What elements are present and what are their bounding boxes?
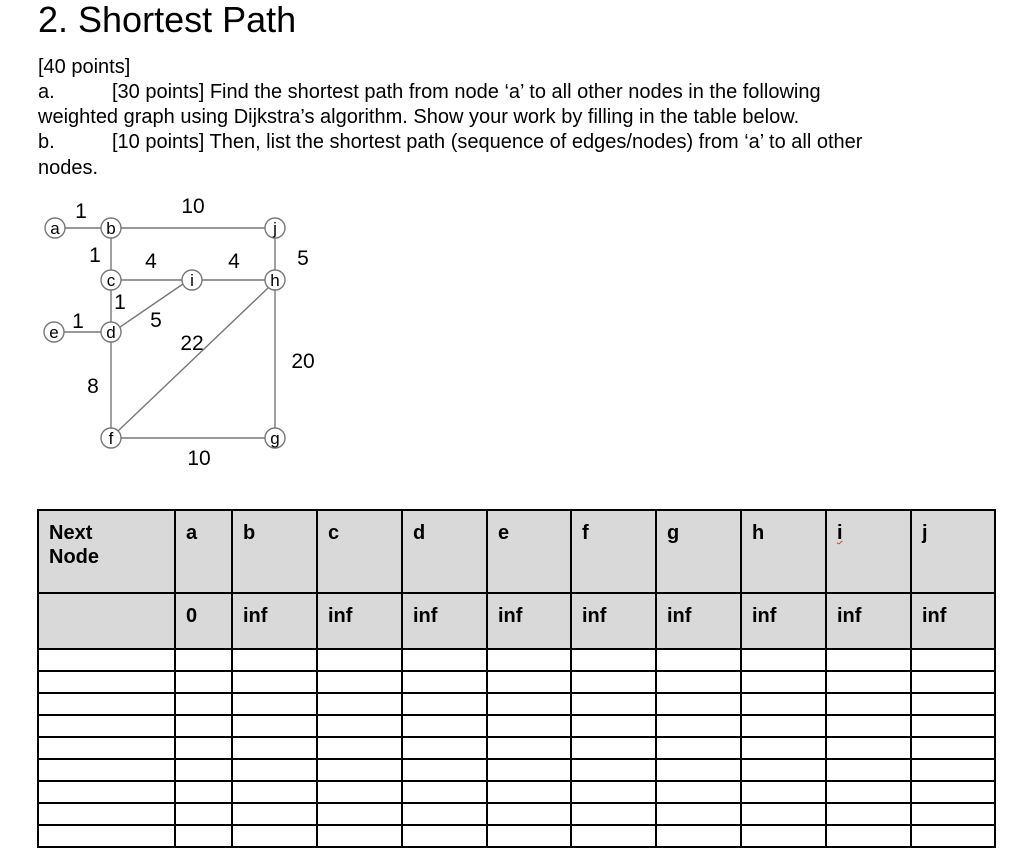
table-cell: [571, 715, 656, 737]
table-cell: [911, 649, 995, 671]
node-e-label: e: [49, 323, 59, 342]
table-cell: [38, 693, 175, 715]
table-cell: [741, 781, 826, 803]
initial-f-cell: inf: [571, 593, 656, 649]
table-cell: [656, 693, 741, 715]
table-cell: [656, 759, 741, 781]
table-row: [38, 759, 995, 781]
header-j: j: [911, 510, 995, 593]
table-header-row: [38, 510, 995, 593]
table-cell: [38, 715, 175, 737]
table-cell: [911, 715, 995, 737]
page-title: 2. Shortest Path: [38, 0, 297, 40]
table-cell: [911, 825, 995, 847]
table-cell: [487, 693, 571, 715]
header-d: d: [402, 510, 487, 593]
table-row: [38, 715, 995, 737]
table-cell: [402, 803, 487, 825]
table-cell: [826, 803, 911, 825]
table-cell: [487, 671, 571, 693]
table-cell: [911, 737, 995, 759]
node-h: [265, 270, 285, 290]
part-b-text-1: [10 points] Then, list the shortest path (sequence of edges/nodes) from ‘a’ to all other: [112, 131, 863, 153]
part-a-line-1: [38, 81, 821, 104]
table-cell: [656, 737, 741, 759]
header-c: c: [317, 510, 402, 593]
initial-next-node-cell: [38, 593, 175, 649]
table-cell: [741, 671, 826, 693]
table-cell: [826, 737, 911, 759]
table-cell: [175, 649, 232, 671]
table-cell: [571, 649, 656, 671]
table-cell: [175, 737, 232, 759]
table-cell: [232, 759, 317, 781]
table-blank-rows: [38, 649, 995, 847]
table-cell: [232, 781, 317, 803]
initial-e-cell: inf: [487, 593, 571, 649]
node-h-label: h: [270, 271, 280, 290]
node-j-label: j: [273, 219, 277, 238]
node-j: [265, 218, 285, 238]
table-cell: [402, 671, 487, 693]
table-initial-row: [38, 593, 995, 649]
weight-c-i: 4: [145, 250, 157, 273]
table-cell: [487, 759, 571, 781]
table-cell: [741, 803, 826, 825]
node-d: [101, 322, 121, 342]
table-cell: [317, 693, 402, 715]
table-cell: [317, 671, 402, 693]
table-cell: [402, 737, 487, 759]
table-cell: [232, 803, 317, 825]
node-c: [101, 270, 121, 290]
part-b-line-1: [38, 131, 862, 154]
table-cell: [911, 781, 995, 803]
table-cell: [656, 649, 741, 671]
part-a-line-2: weighted graph using Dijkstra’s algorithm. Show your work by filling in the table below.: [38, 106, 800, 128]
table-cell: [38, 737, 175, 759]
table-cell: [232, 649, 317, 671]
table-cell: [402, 715, 487, 737]
table-cell: [741, 649, 826, 671]
table-cell: [826, 671, 911, 693]
weight-i-h: 4: [228, 250, 240, 273]
table-cell: [487, 781, 571, 803]
table-cell: [487, 803, 571, 825]
weight-j-h: 5: [297, 247, 309, 270]
table-cell: [402, 781, 487, 803]
initial-a-cell: 0: [175, 593, 232, 649]
table-cell: [175, 671, 232, 693]
table-cell: [826, 715, 911, 737]
table-cell: [656, 715, 741, 737]
table-cell: [317, 759, 402, 781]
table-cell: [571, 825, 656, 847]
table-cell: [487, 825, 571, 847]
initial-h-cell: inf: [741, 593, 826, 649]
table-row: [38, 693, 995, 715]
node-d-label: d: [106, 323, 116, 342]
node-c-label: c: [106, 271, 116, 290]
header-g: g: [656, 510, 741, 593]
node-a: [45, 218, 65, 238]
table-cell: [656, 803, 741, 825]
initial-c-cell: inf: [317, 593, 402, 649]
table-cell: [38, 803, 175, 825]
edge-f-h: [118, 288, 268, 431]
table-cell: [571, 737, 656, 759]
table-cell: [317, 781, 402, 803]
table-cell: [487, 737, 571, 759]
table-cell: [38, 781, 175, 803]
table-cell: [38, 649, 175, 671]
initial-b-cell: inf: [232, 593, 317, 649]
header-next-node: Next Node: [38, 510, 175, 593]
weighted-graph-diagram: [0, 188, 340, 478]
table-cell: [402, 825, 487, 847]
table-cell: [317, 715, 402, 737]
node-g: [265, 428, 285, 448]
table-cell: [175, 803, 232, 825]
node-i: [182, 270, 202, 290]
table-cell: [402, 759, 487, 781]
table-cell: [656, 671, 741, 693]
table-row: [38, 825, 995, 847]
table-cell: [571, 671, 656, 693]
part-a-label: a.: [38, 81, 55, 103]
initial-i-cell: inf: [826, 593, 911, 649]
table-cell: [487, 649, 571, 671]
table-cell: [911, 693, 995, 715]
table-cell: [571, 803, 656, 825]
table-row: [38, 671, 995, 693]
node-f-label: f: [108, 429, 114, 448]
node-f: [101, 428, 121, 448]
table-cell: [826, 825, 911, 847]
table-row: [38, 737, 995, 759]
table-cell: [317, 737, 402, 759]
table-row: [38, 781, 995, 803]
table-cell: [911, 759, 995, 781]
weight-b-j: 10: [181, 195, 205, 218]
weight-c-d: 1: [114, 291, 126, 314]
part-b-line-2: nodes.: [38, 157, 99, 179]
table-cell: [232, 737, 317, 759]
table-cell: [826, 693, 911, 715]
table-cell: [571, 759, 656, 781]
node-b-label: b: [106, 219, 116, 238]
table-cell: [911, 671, 995, 693]
part-b-label: b.: [38, 131, 55, 153]
header-h: h: [741, 510, 826, 593]
weight-h-g: 20: [291, 350, 315, 373]
weight-a-b: 1: [75, 200, 87, 223]
weight-d-f: 8: [87, 375, 99, 398]
table-cell: [741, 693, 826, 715]
table-cell: [175, 715, 232, 737]
table-cell: [826, 781, 911, 803]
table-cell: [571, 781, 656, 803]
initial-g-cell: inf: [656, 593, 741, 649]
weight-f-g: 10: [187, 447, 211, 470]
table-cell: [175, 781, 232, 803]
table-cell: [826, 649, 911, 671]
weight-b-c: 1: [89, 244, 101, 267]
table-cell: [571, 693, 656, 715]
header-e: e: [487, 510, 571, 593]
table-cell: [741, 737, 826, 759]
header-f: f: [571, 510, 656, 593]
table-cell: [911, 803, 995, 825]
table-cell: [317, 803, 402, 825]
table-cell: [402, 693, 487, 715]
table-cell: [741, 759, 826, 781]
node-e: [44, 322, 64, 342]
weight-d-i: 5: [150, 309, 162, 332]
table-row: [38, 803, 995, 825]
table-cell: [38, 759, 175, 781]
table-cell: [232, 825, 317, 847]
table-cell: [317, 649, 402, 671]
table-cell: [826, 759, 911, 781]
table-cell: [741, 715, 826, 737]
header-a: a: [175, 510, 232, 593]
table-cell: [656, 825, 741, 847]
node-b: [101, 218, 121, 238]
header-b: b: [232, 510, 317, 593]
node-g-label: g: [270, 429, 280, 448]
points-total: [40 points]: [38, 56, 131, 78]
weight-f-h: 22: [180, 332, 204, 355]
table-cell: [38, 825, 175, 847]
initial-d-cell: inf: [402, 593, 487, 649]
table-row: [38, 649, 995, 671]
header-i: i: [826, 510, 911, 593]
table-cell: [232, 693, 317, 715]
node-i-label: i: [190, 271, 194, 290]
table-cell: [232, 715, 317, 737]
table-cell: [487, 715, 571, 737]
table-cell: [232, 671, 317, 693]
table-cell: [741, 825, 826, 847]
table-cell: [175, 825, 232, 847]
node-a-label: a: [50, 219, 60, 238]
table-cell: [656, 781, 741, 803]
weight-e-d: 1: [72, 310, 84, 333]
table-cell: [402, 649, 487, 671]
graph-nodes: [44, 218, 285, 448]
table-cell: [38, 671, 175, 693]
part-a-text-1: [30 points] Find the shortest path from node ‘a’ to all other nodes in the following: [112, 81, 821, 103]
dijkstra-table: [37, 509, 996, 848]
table-cell: [175, 693, 232, 715]
table-cell: [317, 825, 402, 847]
table-cell: [175, 759, 232, 781]
initial-j-cell: inf: [911, 593, 995, 649]
